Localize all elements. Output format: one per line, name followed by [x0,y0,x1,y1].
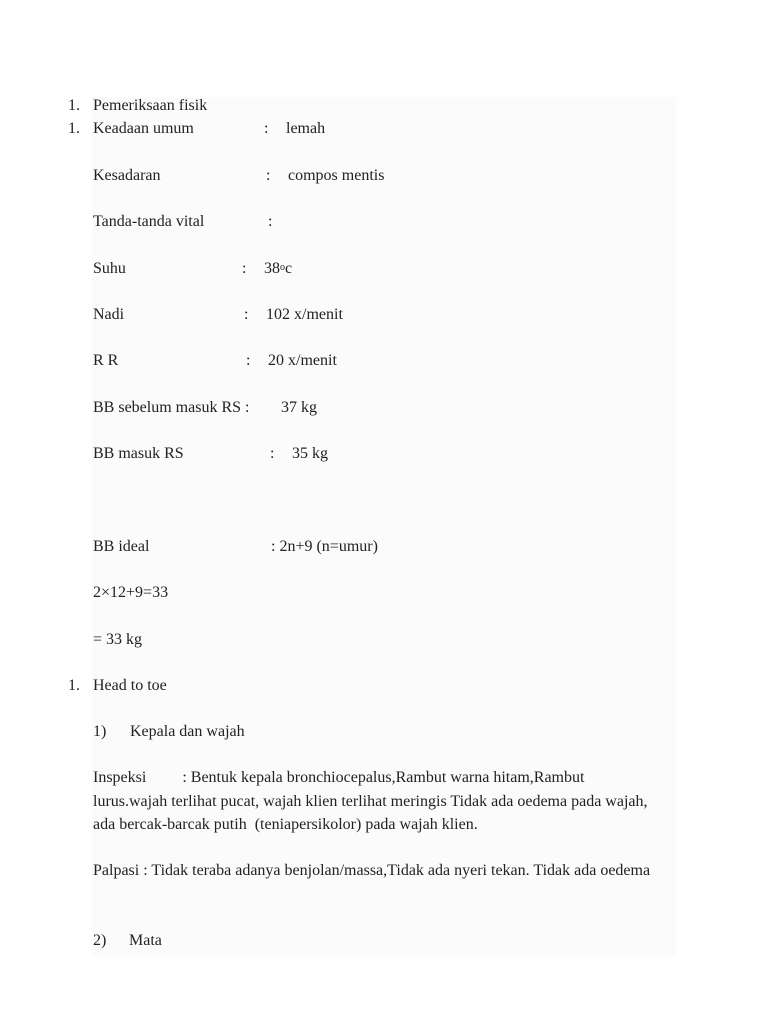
row-value: : 2n+9 (n=umur) [271,538,378,555]
row-value: 35 kg [292,445,328,462]
item-title: Kepala dan wajah [130,723,245,740]
calculation-result: = 33 kg [93,631,143,648]
row-separator: : [244,306,249,323]
row-label: BB sebelum masuk RS : [93,399,250,416]
section-title: Head to toe [93,677,167,694]
temperature-value: 38 [264,260,280,277]
inspection-paragraph: Inspeksi : Bentuk kepala bronchiocepalus,Rambut warna hitam,Rambut lurus.wajah terlihat pucat, wajah klien terlihat meringis Tidak ada oedema pada wajah, ada bercak-barcak putih (teniapersikolor) pada wajah klien. [93,769,652,833]
row-label: Suhu [93,260,126,277]
row-separator: : [270,445,275,462]
section-number: 1. [68,97,80,114]
row-separator: : [266,167,271,184]
row-label: Keadaan umum [93,120,194,137]
row-separator: : [264,120,269,137]
row-label: Tanda-tanda vital [93,213,205,230]
calculation-line: 2×12+9=33 [93,584,169,601]
row-value: compos mentis [288,167,385,184]
palpation-paragraph: Palpasi : Tidak teraba adanya benjolan/massa,Tidak ada nyeri tekan. Tidak ada oedema [93,862,651,879]
row-value: 20 x/menit [268,352,337,369]
subsection-number: 1. [68,120,80,137]
row-separator: : [242,260,247,277]
row-separator: : [268,213,273,230]
row-value: lemah [286,120,326,137]
section-title: Pemeriksaan fisik [93,97,208,114]
row-label: Nadi [93,306,125,323]
row-value [264,260,292,278]
degree-sign: o [280,262,285,273]
row-separator: : [246,352,251,369]
row-label: R R [93,352,119,369]
row-value: 37 kg [281,399,317,416]
section-number: 1. [68,677,80,694]
item-number: 2) [93,932,107,949]
row-label: Kesadaran [93,167,161,184]
item-number: 1) [93,723,107,740]
row-label: BB ideal [93,538,150,555]
row-label: BB masuk RS [93,445,184,462]
temperature-unit: c [285,260,293,277]
row-value: 102 x/menit [266,306,343,323]
item-title: Mata [129,932,162,949]
